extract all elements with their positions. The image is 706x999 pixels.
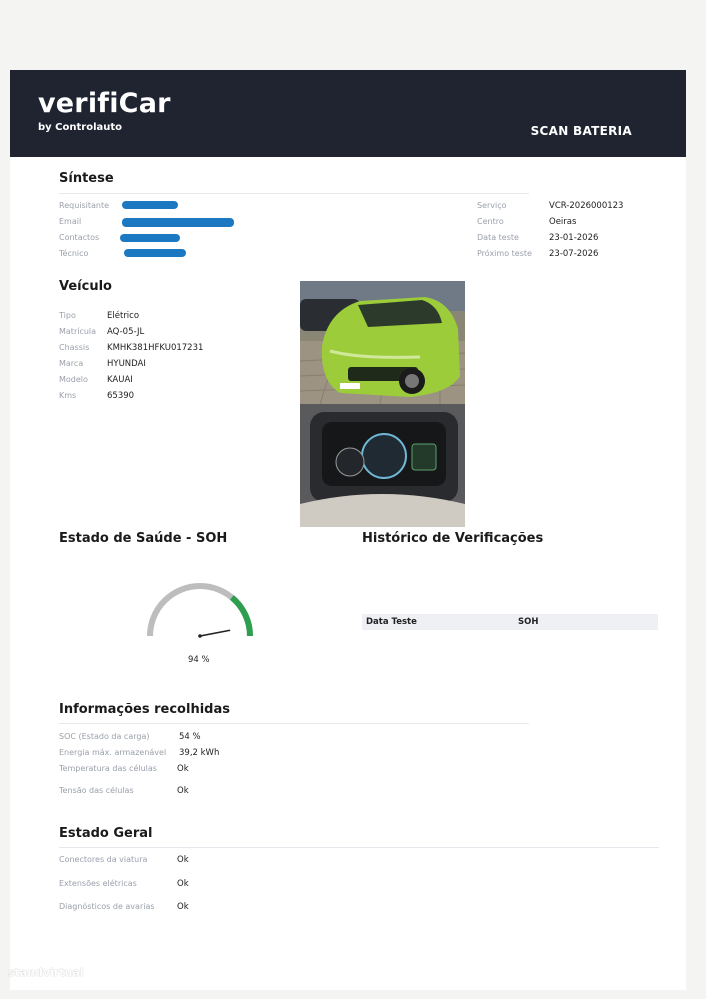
- section-title-informacoes: Informações recolhidas: [59, 702, 230, 717]
- value-soc: 54 %: [179, 732, 201, 742]
- value-conectores: Ok: [177, 855, 189, 865]
- label-servico: Serviço: [477, 201, 507, 210]
- label-tecnico: Técnico: [59, 249, 89, 258]
- value-temperatura: Ok: [177, 764, 189, 774]
- label-contactos: Contactos: [59, 233, 100, 242]
- logo-subtitle: by Controlauto: [38, 122, 123, 133]
- section-title-estado-geral: Estado Geral: [59, 826, 153, 841]
- header-banner: [10, 70, 686, 157]
- value-extensoes: Ok: [177, 879, 189, 889]
- redacted-requisitante: [122, 201, 178, 209]
- label-tipo: Tipo: [59, 311, 76, 320]
- label-conectores: Conectores da viatura: [59, 855, 148, 864]
- label-email: Email: [59, 217, 82, 226]
- redacted-contactos: [120, 234, 180, 242]
- value-matricula: AQ-05-JL: [107, 327, 145, 337]
- car-photo: [300, 281, 465, 404]
- redacted-email: [122, 218, 234, 227]
- history-table-header: [362, 614, 658, 630]
- section-title-historico: Histórico de Verificações: [362, 531, 544, 546]
- label-kms: Kms: [59, 391, 77, 400]
- divider: [59, 723, 529, 724]
- section-title-sintese: Síntese: [59, 171, 114, 186]
- label-centro: Centro: [477, 217, 504, 226]
- label-data-teste: Data teste: [477, 233, 519, 242]
- dashboard-photo: [300, 404, 465, 527]
- value-tipo: Elétrico: [107, 311, 140, 321]
- divider: [59, 847, 659, 848]
- section-title-veiculo: Veículo: [59, 279, 112, 294]
- section-title-soh: Estado de Saúde - SOH: [59, 531, 228, 546]
- label-marca: Marca: [59, 359, 84, 368]
- value-data-teste: 23-01-2026: [549, 233, 599, 243]
- label-temperatura: Temperatura das células: [59, 764, 157, 773]
- value-kms: 65390: [107, 391, 135, 401]
- label-chassis: Chassis: [59, 343, 90, 352]
- value-energia: 39,2 kWh: [179, 748, 220, 758]
- label-soc: SOC (Estado da carga): [59, 732, 150, 741]
- label-extensoes: Extensões elétricas: [59, 879, 137, 888]
- report-type: SCAN BATERIA: [530, 124, 632, 138]
- label-requisitante: Requisitante: [59, 201, 110, 210]
- column-soh: SOH: [518, 617, 539, 627]
- value-proximo-teste: 23-07-2026: [549, 249, 599, 259]
- value-servico: VCR-2026000123: [549, 201, 624, 211]
- watermark: standvirtual: [8, 966, 84, 979]
- logo: verifiCar: [38, 88, 171, 119]
- value-modelo: KAUAI: [107, 375, 133, 385]
- label-diagnosticos: Diagnósticos de avarias: [59, 902, 155, 911]
- label-proximo-teste: Próximo teste: [477, 249, 532, 258]
- label-energia: Energia máx. armazenável: [59, 748, 167, 757]
- label-tensao: Tensão das células: [59, 786, 134, 795]
- soh-gauge: [142, 582, 258, 648]
- soh-value: 94 %: [188, 655, 210, 665]
- divider: [59, 193, 529, 194]
- value-centro: Oeiras: [549, 217, 577, 227]
- value-marca: HYUNDAI: [107, 359, 146, 369]
- value-diagnosticos: Ok: [177, 902, 189, 912]
- label-matricula: Matrícula: [59, 327, 97, 336]
- label-modelo: Modelo: [59, 375, 88, 384]
- value-chassis: KMHK381HFKU017231: [107, 343, 204, 353]
- value-tensao: Ok: [177, 786, 189, 796]
- redacted-tecnico: [124, 249, 186, 257]
- column-data-teste: Data Teste: [366, 617, 417, 627]
